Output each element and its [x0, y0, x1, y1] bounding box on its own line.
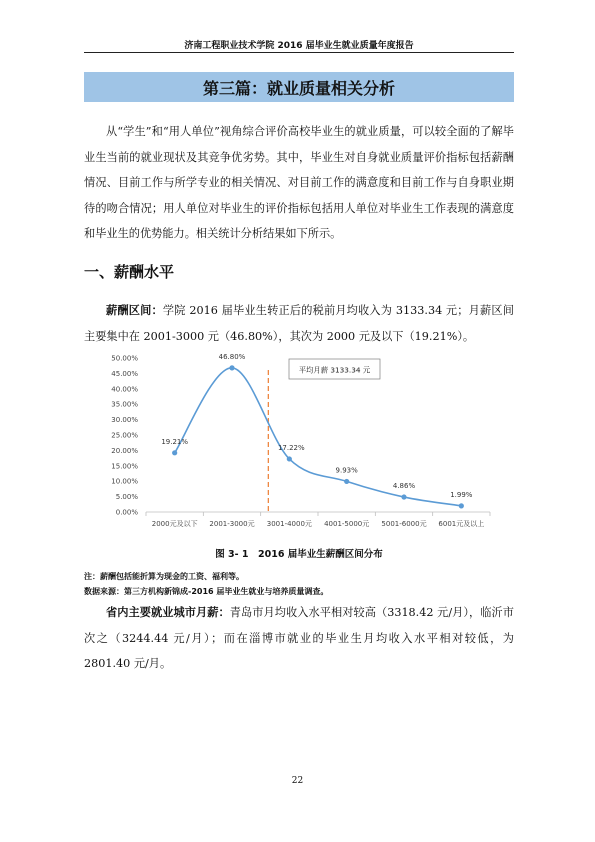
data-point	[229, 365, 234, 370]
y-tick-label: 30.00%	[111, 416, 138, 425]
intro-paragraph: 从“学生”和“用人单位”视角综合评价高校毕业生的就业质量，可以较全面的了解毕业生当前的就业现状及其竞争优劣势。其中，毕业生对自身就业质量评价指标包括薪酬情况、目前工作与所学专业的相关情况、对目前工作的满意度和目前工作与自身职业期待的吻合情况；用人单位对毕业生的评价指标包括用人单位对毕业生工作表现的满意度和毕业生的优势能力。相关统计分析结果如下所示。	[84, 125, 514, 240]
average-salary-label: 平均月薪 3133.34 元	[298, 365, 371, 375]
y-axis-ticks	[111, 355, 138, 517]
chapter-title: 第三篇：就业质量相关分析	[202, 78, 395, 98]
y-tick-label: 20.00%	[111, 446, 138, 455]
y-tick-label: 0.00%	[115, 508, 138, 517]
data-source-note: 数据来源：第三方机构新锦成-2016 届毕业生就业与培养质量调查。	[84, 587, 329, 596]
y-tick-label: 15.00%	[111, 462, 138, 471]
salary-paragraph	[84, 298, 514, 349]
average-salary-label-box	[289, 359, 380, 379]
series-line	[175, 365, 462, 506]
data-label: 19.21%	[161, 437, 189, 446]
data-label: 17.22%	[277, 443, 305, 452]
data-label: 9.93%	[335, 466, 358, 475]
x-axis-ticks	[146, 512, 490, 528]
data-label: 1.99%	[450, 490, 473, 499]
salary-distribution-chart	[84, 348, 514, 533]
y-tick-label: 45.00%	[111, 369, 138, 378]
city-salary-paragraph	[84, 600, 514, 677]
series-points	[172, 365, 464, 508]
y-tick-label: 5.00%	[115, 493, 138, 502]
y-tick-label: 10.00%	[111, 477, 138, 486]
data-point	[459, 503, 464, 508]
chapter-title-bar	[84, 72, 514, 102]
y-tick-label: 35.00%	[111, 400, 138, 409]
x-tick-label: 2000元及以下	[151, 520, 198, 528]
city-salary-lead: 省内主要就业城市月薪：	[106, 606, 230, 619]
x-tick-label: 6001元及以上	[438, 520, 485, 528]
data-label: 46.80%	[218, 352, 246, 361]
x-tick-label: 2001-3000元	[209, 520, 255, 528]
data-point	[401, 494, 406, 499]
x-tick-label: 5001-6000元	[381, 520, 427, 528]
data-point	[172, 450, 177, 455]
x-tick-label: 3001-4000元	[266, 520, 312, 528]
data-label: 4.86%	[392, 482, 416, 491]
salary-body: 学院 2016 届毕业生转正后的税前月均收入为 3133.34 元；月薪区间主要集中在 2001-3000 元（46.80%），其次为 2000 元及以下（19.21%）。	[84, 304, 514, 343]
page-number: 22	[291, 776, 304, 786]
x-tick-label: 4001-5000元	[324, 520, 370, 528]
data-point	[287, 456, 292, 461]
y-tick-label: 50.00%	[111, 354, 138, 363]
figure-caption: 图 3- 1 2016 届毕业生薪酬区间分布	[215, 549, 383, 560]
section-title: 一、薪酬水平	[84, 263, 175, 281]
city-salary-body: 青岛市月均收入水平相对较高（3318.42 元/月），临沂市次之（3244.44 元/月）；而在淄博市就业的毕业生月均收入水平相对较低，为 2801.40 元/月。	[84, 606, 514, 670]
y-tick-label: 25.00%	[111, 431, 138, 440]
header-rule	[84, 52, 514, 53]
salary-lead: 薪酬区间：	[106, 304, 163, 317]
chart-note: 注：薪酬包括能折算为现金的工资、福利等。	[84, 572, 244, 581]
page-header: 济南工程职业技术学院 2016 届毕业生就业质量年度报告	[184, 41, 414, 51]
data-point	[344, 479, 349, 484]
y-tick-label: 40.00%	[111, 385, 138, 394]
